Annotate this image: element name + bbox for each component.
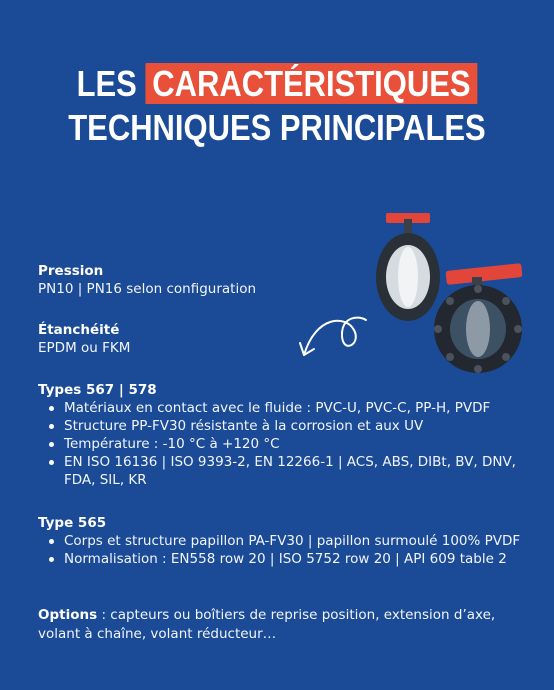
section-types-567-578 (38, 381, 528, 489)
list-item: EN ISO 16136 | ISO 9393-2, EN 12266-1 | ACS, ABS, DIBt, BV, DNV, FDA, SIL, KR (64, 453, 528, 489)
list-item: Corps et structure papillon PA-FV30 | papillon surmoulé 100% PVDF (64, 532, 528, 550)
section-type-565 (38, 514, 528, 568)
title-prefix: LES (76, 63, 146, 104)
page-title (39, 62, 515, 150)
butterfly-valve-image (376, 213, 440, 321)
pression-value: PN10 | PN16 selon configuration (38, 281, 257, 297)
types-567-578-label: Types 567 | 578 (38, 382, 157, 398)
options-paragraph (38, 606, 518, 644)
butterfly-valve-image-front (434, 263, 523, 373)
title-line-1 (39, 62, 515, 106)
pression-label: Pression (38, 263, 104, 279)
title-highlight: CARACTÉRISTIQUES (145, 63, 477, 104)
list-item: Normalisation : EN558 row 20 | ISO 5752 row 20 | API 609 table 2 (64, 550, 528, 568)
list-item: Matériaux en contact avec le fluide : PVC-U, PVC-C, PP-H, PVDF (64, 399, 528, 417)
valve-illustration (296, 205, 536, 375)
list-item: Structure PP-FV30 résistante à la corrosion et aux UV (64, 417, 528, 435)
type-565-label: Type 565 (38, 515, 107, 531)
options-label: Options (38, 607, 98, 623)
types-567-578-list (38, 399, 528, 489)
title-line-2: TECHNIQUES PRINCIPALES (68, 107, 486, 148)
options-text: : capteurs ou boîtiers de reprise position, extension d’axe, volant à chaîne, volant réducteur… (38, 607, 496, 642)
section-pression (38, 262, 256, 298)
list-item: Température : -10 °C à +120 °C (64, 435, 528, 453)
type-565-list (38, 532, 528, 568)
etancheite-value: EPDM ou FKM (38, 340, 131, 356)
section-etancheite (38, 321, 130, 357)
etancheite-label: Étanchéité (38, 322, 120, 338)
curved-arrow-icon (300, 318, 366, 355)
